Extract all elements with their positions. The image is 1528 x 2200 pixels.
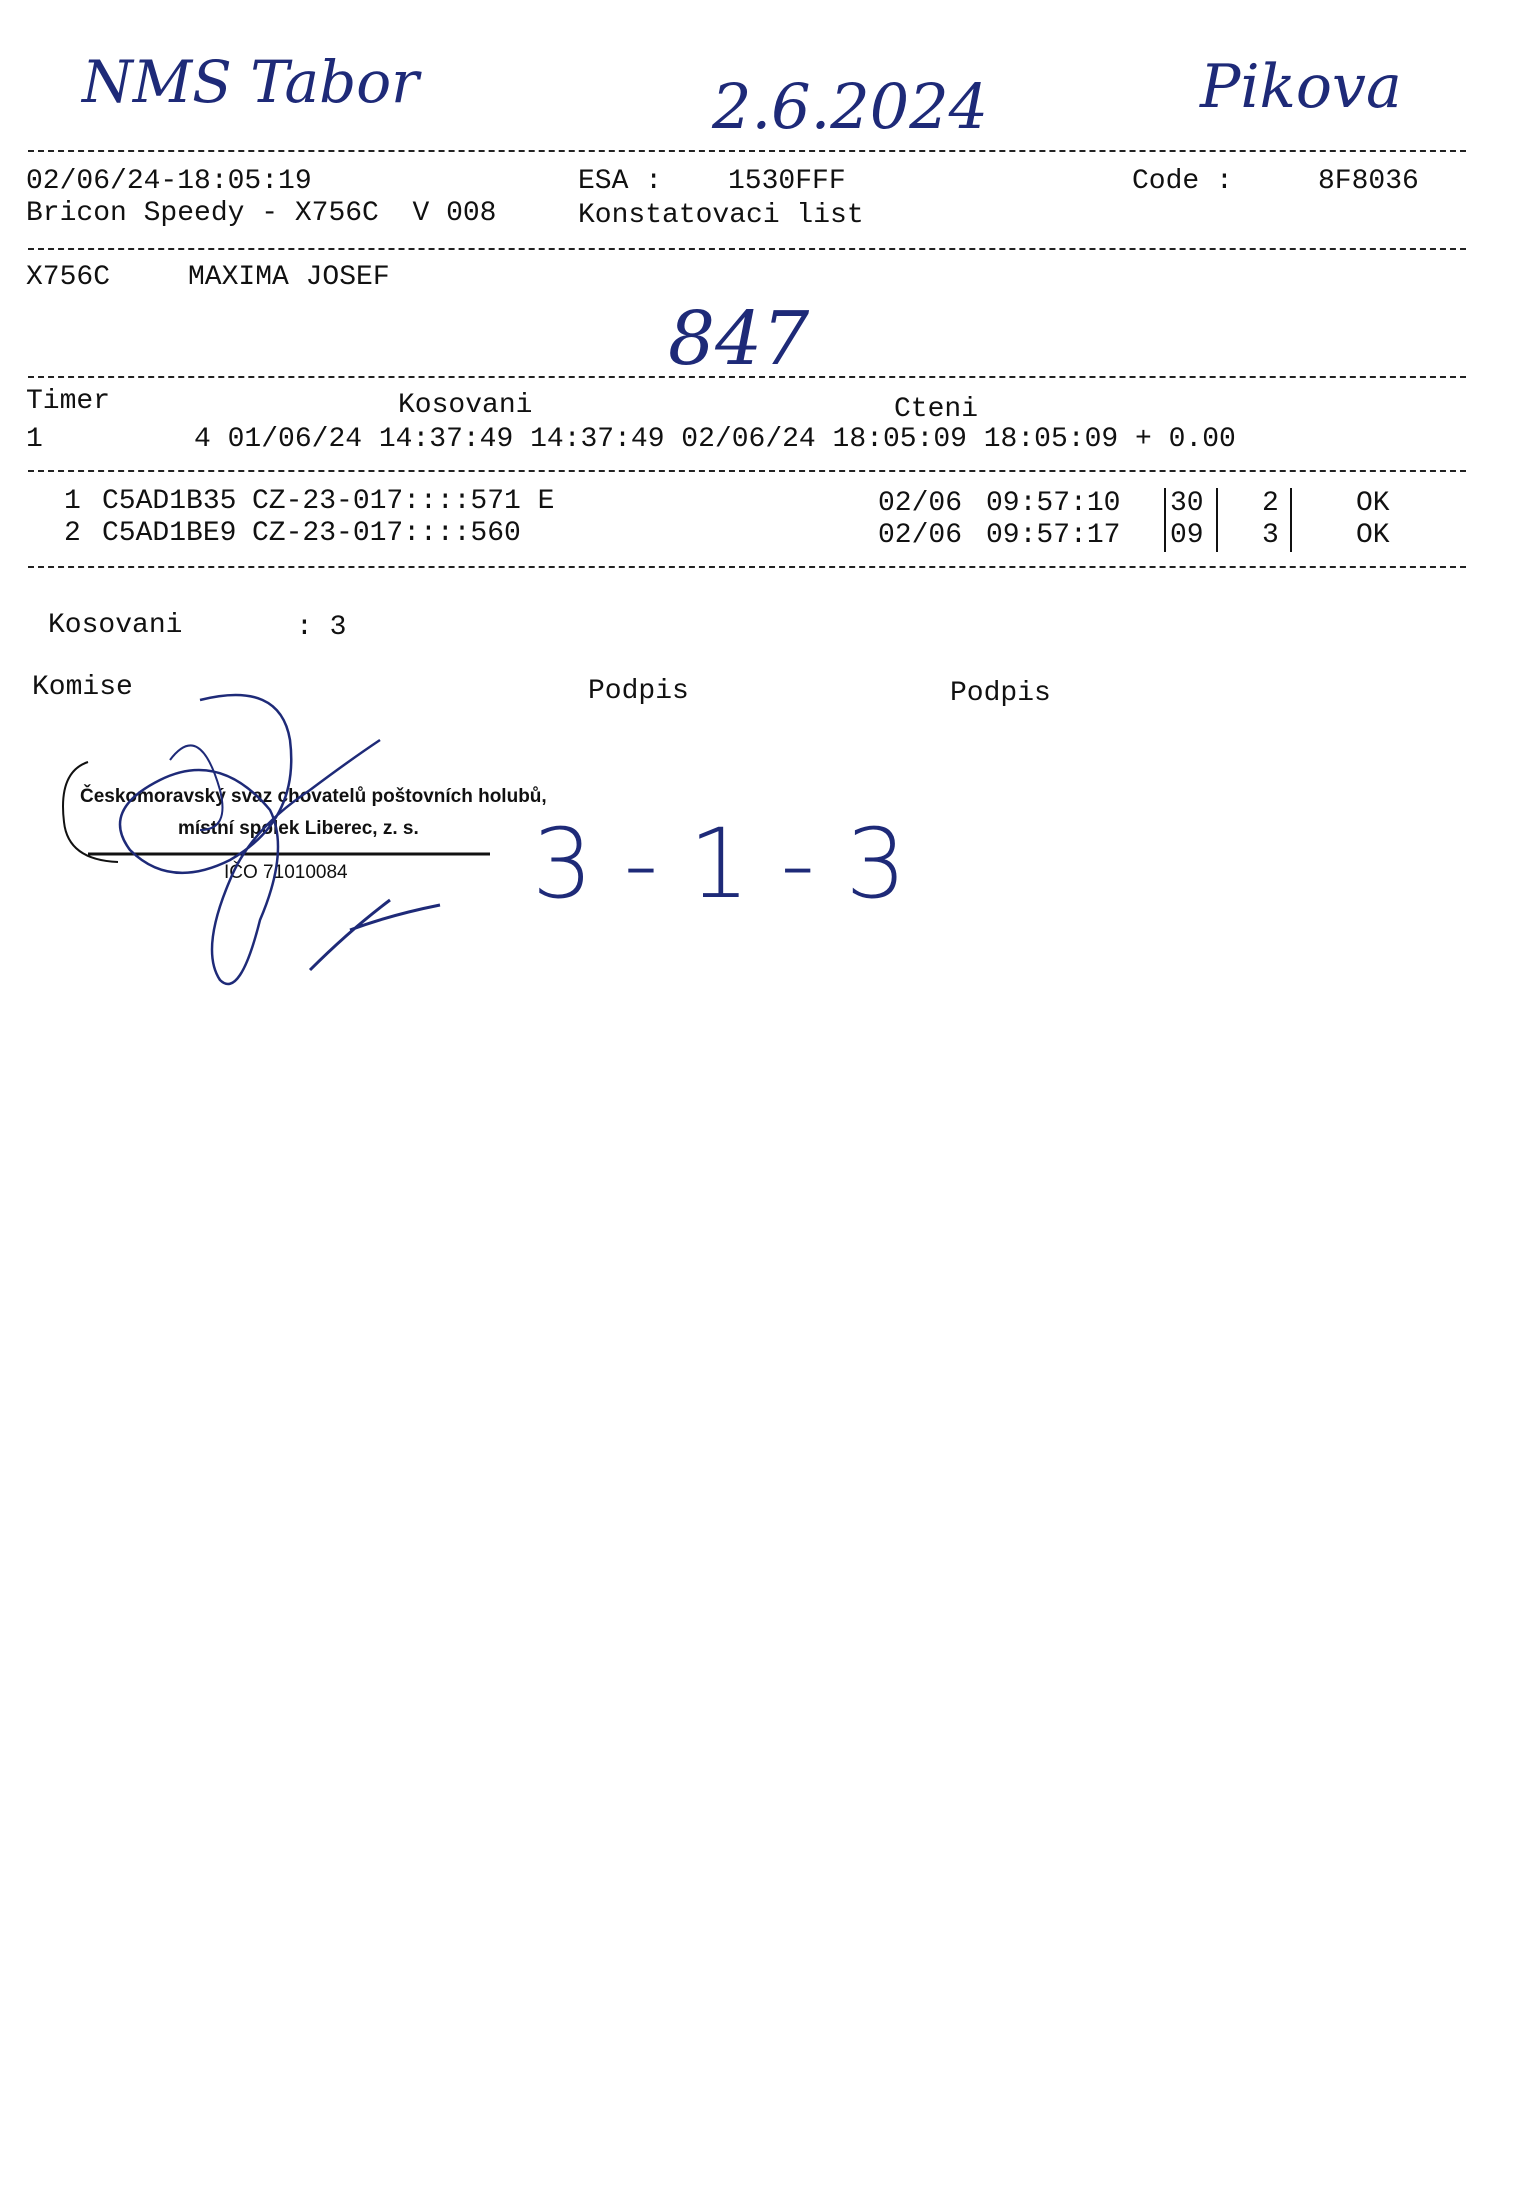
fancier-id: X756C (26, 262, 111, 293)
column-separator (1164, 488, 1166, 552)
bird-ring: CZ-23-017::::571 E (252, 486, 555, 517)
document-title: Konstatovaci list (578, 200, 864, 231)
bird-code-2: 3 (1262, 520, 1279, 551)
code-label: Code : (1132, 166, 1233, 197)
bird-chip: C5AD1B35 (102, 486, 237, 517)
kosovani-summary-label: Kosovani (48, 610, 183, 641)
divider (28, 566, 1466, 568)
code-value: 8F8036 (1318, 166, 1419, 197)
stamp-line-3: IČO 71010084 (224, 862, 348, 883)
fancier-name: MAXIMA JOSEF (188, 262, 390, 293)
bird-number: 1 (64, 486, 81, 517)
committee-signature (50, 680, 510, 1000)
handwritten-location: NMS Tabor (82, 48, 419, 116)
print-datetime: 02/06/24-18:05:19 (26, 166, 312, 197)
column-separator (1216, 488, 1218, 552)
kosovani-summary-value: : 3 (296, 612, 347, 643)
podpis-label-1: Podpis (588, 676, 689, 707)
timer-label: Timer (26, 386, 111, 417)
cteni-header: Cteni (894, 394, 979, 425)
divider (28, 248, 1466, 250)
bird-status: OK (1356, 520, 1390, 551)
kosovani-header: Kosovani (398, 390, 533, 421)
bird-time: 09:57:10 (986, 488, 1121, 519)
esa-label: ESA : (578, 166, 663, 197)
podpis-label-2: Podpis (950, 678, 1051, 709)
bird-date: 02/06 (878, 488, 963, 519)
bird-chip: C5AD1BE9 (102, 518, 237, 549)
column-separator (1290, 488, 1292, 552)
komise-label: Komise (32, 672, 133, 703)
bird-status: OK (1356, 488, 1390, 519)
handwritten-number: 847 (668, 296, 810, 382)
esa-value: 1530FFF (728, 166, 846, 197)
bird-number: 2 (64, 518, 81, 549)
stamp-line-2: místní spolek Liberec, z. s. (178, 818, 419, 839)
bird-code-2: 2 (1262, 488, 1279, 519)
divider (28, 470, 1466, 472)
bird-time: 09:57:17 (986, 520, 1121, 551)
bird-date: 02/06 (878, 520, 963, 551)
handwritten-date: 2.6.2024 (712, 70, 989, 143)
divider (28, 376, 1466, 378)
bird-code-1: 09 (1170, 520, 1204, 551)
device-name: Bricon Speedy - X756C V 008 (26, 198, 497, 229)
divider (28, 150, 1466, 152)
timer-row: 1 4 01/06/24 14:37:49 14:37:49 02/06/24 18:05:09 18:05:09 + 0.00 (26, 424, 1236, 455)
bird-ring: CZ-23-017::::560 (252, 518, 521, 549)
stamp-line-1: Českomoravský svaz chovatelů poštovních holubů, (80, 786, 547, 807)
bird-code-1: 30 (1170, 488, 1204, 519)
handwritten-result: 3 - 1 - 3 (532, 808, 907, 920)
handwritten-signature-top: Pikova (1200, 52, 1402, 122)
